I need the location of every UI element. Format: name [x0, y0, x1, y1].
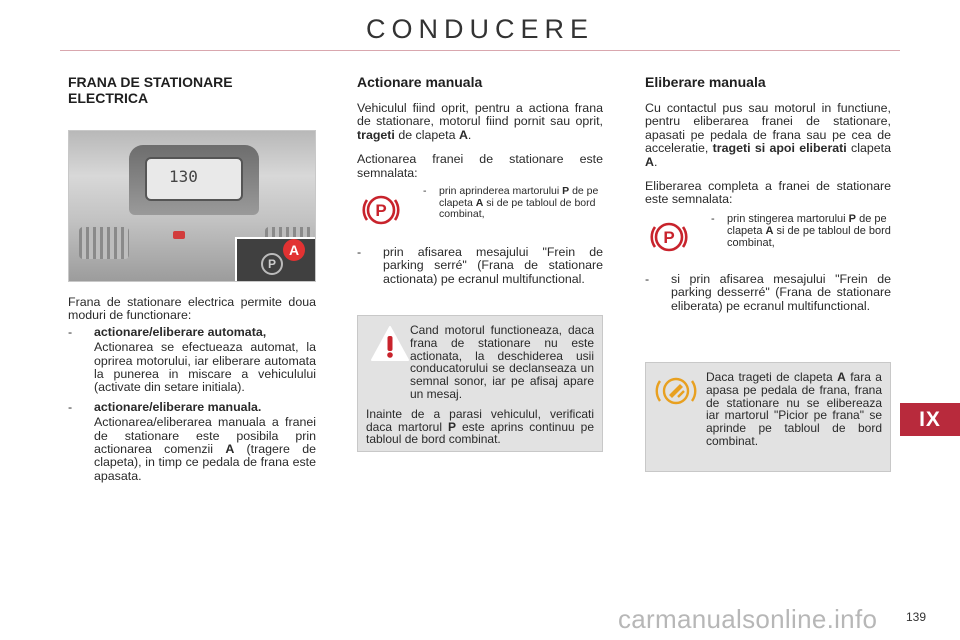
release-indication-intro: Eliberarea completa a franei de stationare este semnalata:	[645, 179, 891, 207]
svg-text:P: P	[375, 201, 387, 221]
control-a-marker: A	[283, 239, 305, 261]
middle-column	[357, 74, 603, 288]
apply-indicator	[357, 186, 603, 238]
mode-automatic: - actionare/eliberare automata,	[68, 324, 267, 339]
chapter-tab: IX	[900, 403, 960, 436]
page-number: 139	[906, 610, 927, 624]
page-title: CONDUCERE	[365, 14, 594, 44]
info-box	[645, 362, 891, 472]
section-heading-manual-apply: Actionare manuala	[357, 74, 483, 90]
left-column	[68, 74, 318, 106]
mode-manual-text: Actionarea/eliberarea manuala a franei de stationare este posibila prin actionarea comenzii A (tragere de clapeta), in timp ce pedala de frana este apasata.	[94, 415, 316, 483]
mode-automatic-text: Actionarea se efectueaza automat, la oprirea motorului, iar eliberare automata la punerea in miscare a vehiculului (activate din setare initiala).	[94, 340, 316, 395]
right-column	[645, 74, 891, 315]
apply-indicator-note: - prin aprinderea martorului P de pe clapeta A si de pe tabloul de bord combinat,	[423, 185, 599, 221]
hazard-button	[173, 231, 185, 239]
apply-message-bullet: - prin afisarea mesajului "Frein de parking serré" (Frana de stationare actionata) pe ecranul multifunctional.	[357, 245, 603, 286]
apply-instruction: Vehiculul fiind oprit, pentru a actiona frana de stationare, motorul fiind pornit sau oprit, trageti de clapeta A.	[357, 101, 603, 142]
left-body	[68, 296, 316, 489]
section-heading-manual-release: Eliberare manuala	[645, 74, 766, 90]
release-message-bullet: - si prin afisarea mesajului "Frein de parking desserré" (Frana de stationare eliberata) pe ecranul multifunctional.	[645, 271, 891, 313]
intro-text: Frana de stationare electrica permite doua moduri de functionare:	[68, 295, 316, 323]
parking-brake-inset	[235, 237, 316, 282]
warning-box	[357, 315, 603, 452]
parking-brake-warning-icon	[361, 190, 401, 230]
apply-indication-intro: Actionarea franei de stationare este semnalata:	[357, 152, 603, 180]
watermark: carmanualsonline.info	[618, 604, 878, 634]
release-indicator-note: - prin stingerea martorului P de pe clapeta A si de pe tabloul de bord combinat,	[711, 212, 891, 249]
release-instruction: Cu contactul pus sau motorul in functiune, pentru eliberarea franei de stationare, apasati pe pedala de frana sau pe cea de acceleratie, trageti si apoi eliberati clapeta A.	[645, 101, 891, 169]
svg-text:P: P	[663, 227, 675, 247]
info-text: Daca trageti de clapeta A fara a apasa pe pedala de frana, frana de stationare nu se elibereaza iar martorul "Picior pe frana" se aprinde pe tabloul de bord combinat.	[706, 370, 882, 448]
instrument-display: 130	[145, 157, 243, 201]
parking-brake-switch: P	[261, 253, 283, 275]
dashboard-photo	[68, 130, 316, 282]
warning-text-2: Inainte de a parasi vehiculul, verificati daca martorul P este aprins continuu pe tabloul de bord combinat.	[366, 406, 595, 447]
parking-brake-warning-icon	[649, 217, 689, 257]
title-divider	[60, 50, 900, 51]
warning-text-1: Cand motorul functioneaza, daca frana de stationare nu este actionata, la deschiderea usii conducatorului se declanseaza un semnal sonor, iar pe afisaj apare un mesaj.	[410, 323, 594, 401]
foot-on-brake-icon	[654, 373, 698, 409]
release-indicator	[645, 213, 891, 265]
section-heading-electric-brake: FRANA DE STATIONARE ELECTRICA	[68, 74, 233, 106]
mode-manual: - actionare/eliberare manuala.	[68, 399, 262, 414]
